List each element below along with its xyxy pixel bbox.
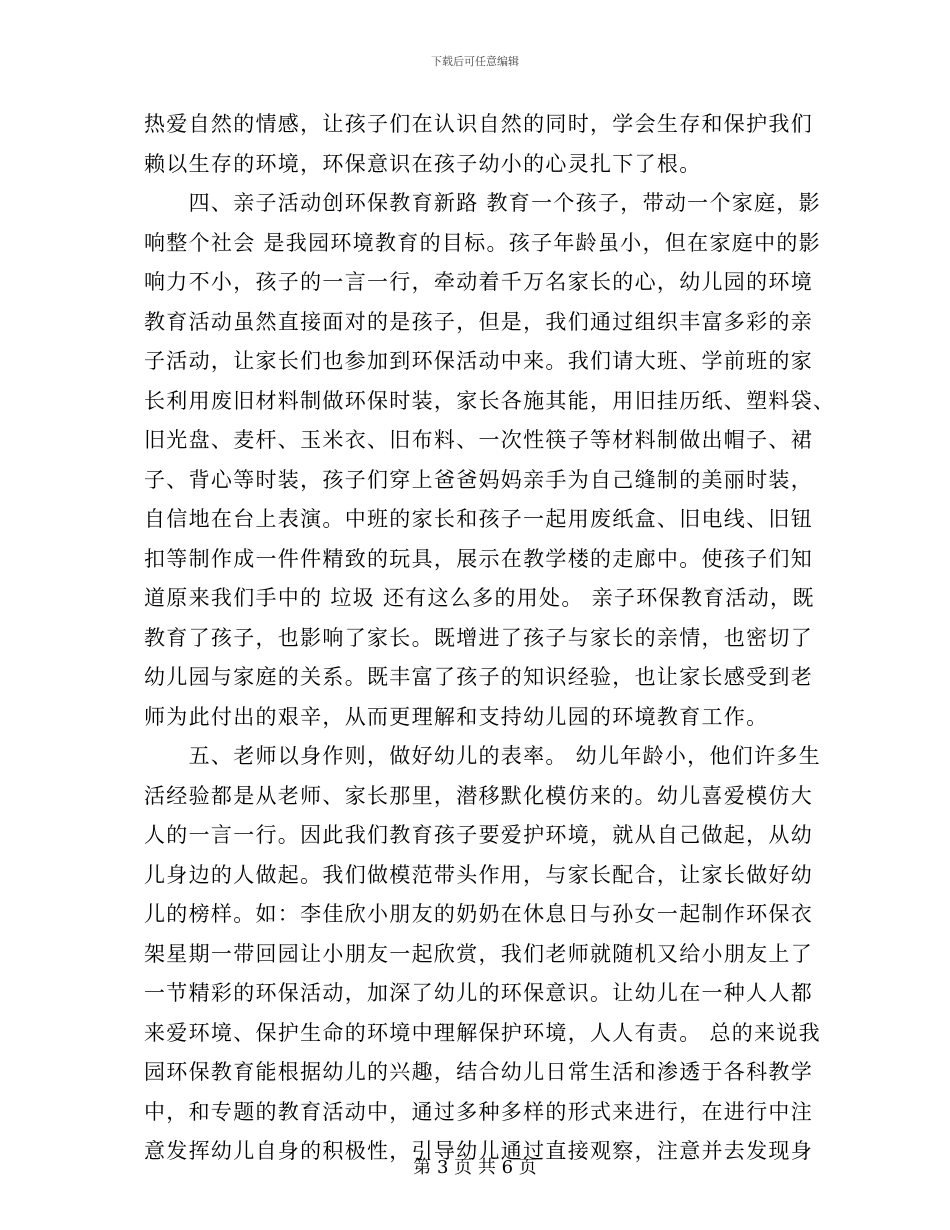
body-text-line: 儿身边的人做起。我们做模范带头作用，与家长配合，让家长做好幼 <box>144 862 813 887</box>
page-header: 下载后可任意编辑 <box>431 55 519 68</box>
body-text-line: 旧光盘、麦杆、玉米衣、旧布料、一次性筷子等材料制做出帽子、裙 <box>144 428 813 452</box>
body-text-line: 扣等制作成一件件精致的玩具，展示在教学楼的走廊中。使孩子们知 <box>144 546 813 571</box>
body-text-line: 道原来我们手中的 垃圾 还有这么多的用处。 亲子环保教育活动，既 <box>144 586 815 610</box>
body-text-line: 一节精彩的环保活动，加深了幼儿的环保意识。让幼儿在一种人人都 <box>144 981 813 1005</box>
body-text-line: 幼儿园与家庭的关系。既丰富了孩子的知识经验，也让家长感受到老 <box>144 665 813 689</box>
body-text-line: 自信地在台上表演。中班的家长和孩子一起用废纸盒、旧电线、旧钮 <box>144 507 813 531</box>
body-text-line: 儿的榜样。如：李佳欣小朋友的奶奶在休息日与孙女一起制作环保衣 <box>144 902 813 926</box>
body-text-line: 中，和专题的教育活动中，通过多种多样的形式来进行，在进行中注 <box>144 1099 813 1124</box>
body-text-line: 架星期一带回园让小朋友一起欣赏，我们老师就随机又给小朋友上了 <box>144 941 813 966</box>
body-text-line: 赖以生存的环境，环保意识在孩子幼小的心灵扎下了根。 <box>144 151 702 176</box>
body-text-line: 园环保教育能根据幼儿的兴趣，结合幼儿日常生活和渗透于各科教学 <box>144 1060 813 1084</box>
body-text-line: 响整个社会 是我园环境教育的目标。孩子年龄虽小，但在家庭中的影 <box>144 230 821 255</box>
body-text-line: 意发挥幼儿自身的积极性，引导幼儿通过直接观察，注意并去发现身 <box>144 1139 813 1163</box>
body-text-line: 教育活动虽然直接面对的是孩子，但是，我们通过组织丰富多彩的亲 <box>144 309 813 334</box>
document-body <box>144 105 836 1172</box>
body-text-line: 师为此付出的艰辛，从而更理解和支持幼儿园的环境教育工作。 <box>144 704 769 729</box>
body-text-line: 响力不小，孩子的一言一行，牵动着千万名家长的心，幼儿园的环境 <box>144 270 813 294</box>
body-text-line: 教育了孩子，也影响了家长。既增进了孩子与家长的亲情，也密切了 <box>144 625 813 650</box>
page-number-footer: 第 3 页 共 6 页 <box>413 1157 537 1178</box>
body-text-line: 子、背心等时装，孩子们穿上爸爸妈妈亲手为自己缝制的美丽时装， <box>144 467 813 492</box>
body-text-line: 子活动，让家长们也参加到环保活动中来。我们请大班、学前班的家 <box>144 349 813 373</box>
body-text-line: 四、亲子活动创环保教育新路 教育一个孩子，带动一个家庭，影 <box>144 191 821 215</box>
body-text-line: 热爱自然的情感，让孩子们在认识自然的同时，学会生存和保护我们 <box>144 112 813 136</box>
body-text-line: 五、老师以身作则，做好幼儿的表率。 幼儿年龄小，他们许多生 <box>144 744 821 768</box>
body-text-line: 活经验都是从老师、家长那里，潜移默化模仿来的。幼儿喜爱模仿大 <box>144 783 813 808</box>
body-text-line: 长利用废旧材料制做环保时装，家长各施其能，用旧挂历纸、塑料袋、 <box>144 388 836 413</box>
body-text-line: 来爱环境、保护生命的环境中理解保护环境，人人有责。 总的来说我 <box>144 1020 821 1045</box>
body-text-line: 人的一言一行。因此我们教育孩子要爱护环境，就从自己做起，从幼 <box>144 823 813 847</box>
